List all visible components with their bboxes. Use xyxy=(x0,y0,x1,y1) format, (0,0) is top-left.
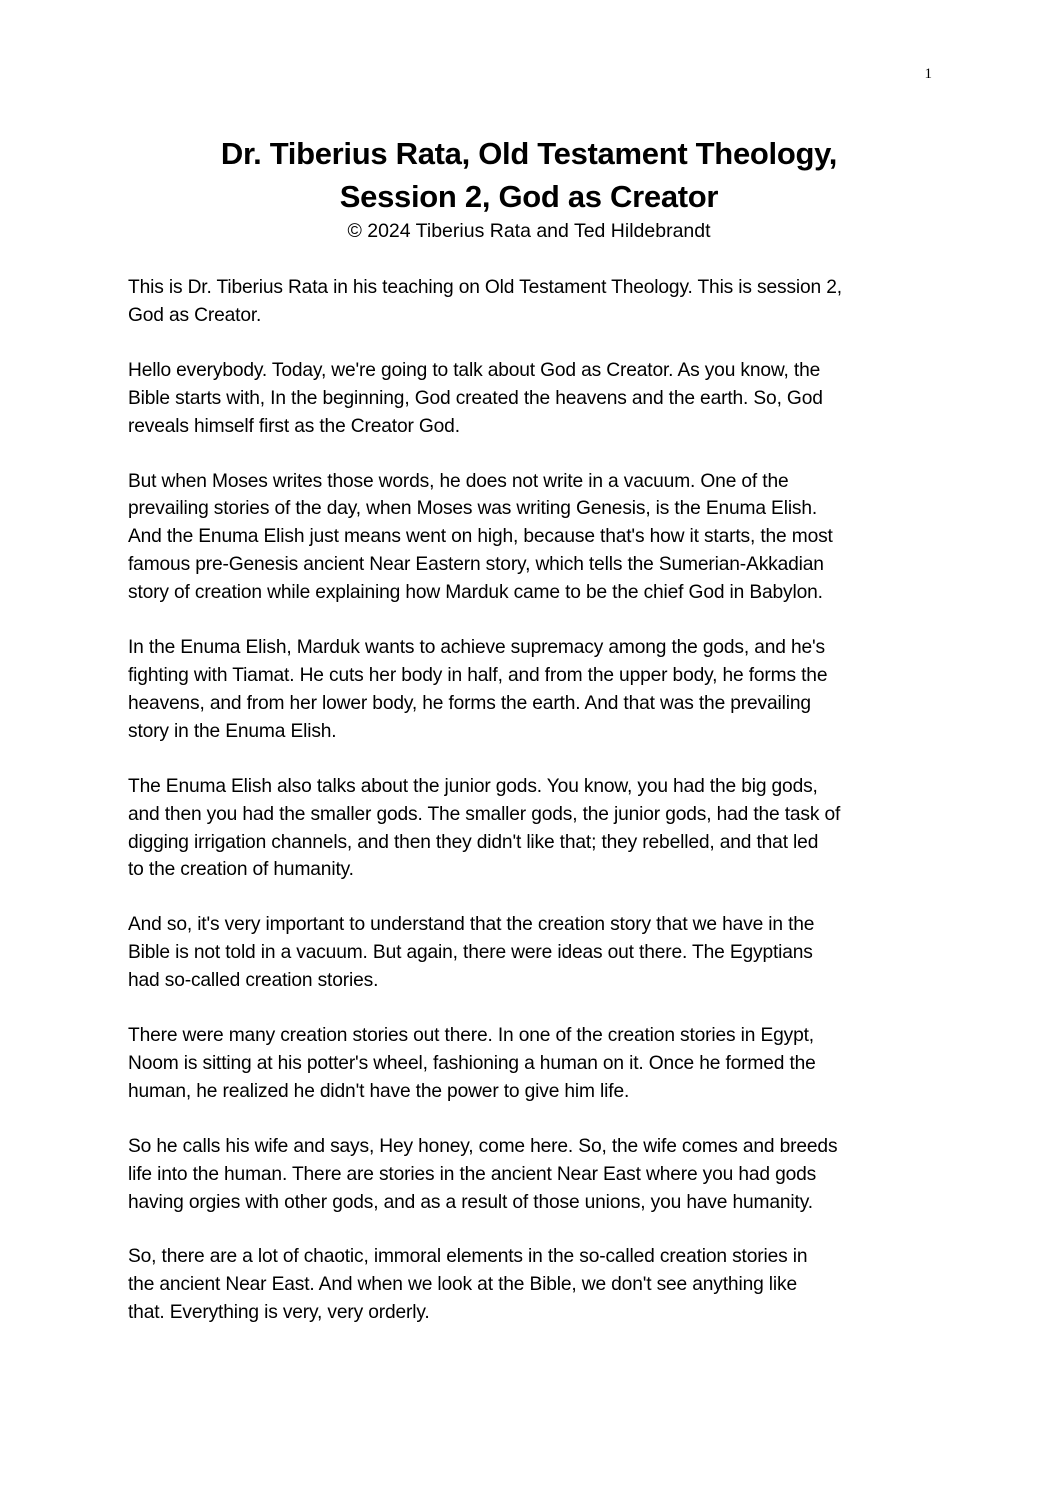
paragraph xyxy=(128,468,940,608)
paragraph-intro xyxy=(128,274,940,330)
text-line: that. Everything is very, very orderly. xyxy=(128,1302,430,1324)
text-line: In the Enuma Elish, Marduk wants to achieve supremacy among the gods, and he's xyxy=(128,637,825,659)
paragraph xyxy=(128,773,940,885)
text-line: fighting with Tiamat. He cuts her body in half, and from the upper body, he forms the xyxy=(128,664,828,686)
text-line: the ancient Near East. And when we look at the Bible, we don't see anything like xyxy=(128,1274,797,1296)
text-line: There were many creation stories out there. In one of the creation stories in Egypt, xyxy=(128,1025,814,1047)
text-line: Noom is sitting at his potter's wheel, fashioning a human on it. Once he formed the xyxy=(128,1052,816,1074)
text-line: story of creation while explaining how Marduk came to be the chief God in Babylon. xyxy=(128,582,823,604)
text-line: reveals himself first as the Creator God. xyxy=(128,415,460,437)
title-block xyxy=(0,132,1058,244)
text-line: This is Dr. Tiberius Rata in his teaching on Old Testament Theology. This is session 2, xyxy=(128,277,842,298)
text-line: Hello everybody. Today, we're going to talk about God as Creator. As you know, the xyxy=(128,359,821,381)
body-text xyxy=(128,274,940,1354)
paragraph xyxy=(128,1133,940,1217)
text-line: story in the Enuma Elish. xyxy=(128,720,337,742)
text-line: Bible is not told in a vacuum. But again, there were ideas out there. The Egyptians xyxy=(128,942,813,964)
page-number: 1 xyxy=(924,66,932,82)
text-line: and then you had the smaller gods. The smaller gods, the junior gods, had the task of xyxy=(128,803,841,825)
text-line: heavens, and from her lower body, he forms the earth. And that was the prevailing xyxy=(128,692,811,714)
text-line: famous pre-Genesis ancient Near Eastern story, which tells the Sumerian-Akkadian xyxy=(128,554,824,576)
paragraph xyxy=(128,634,940,746)
text-line: The Enuma Elish also talks about the junior gods. You know, you had the big gods, xyxy=(128,775,818,797)
document-title-line-1: Dr. Tiberius Rata, Old Testament Theology, xyxy=(220,136,838,171)
text-line: digging irrigation channels, and then they didn't like that; they rebelled, and that led xyxy=(128,831,819,853)
text-line: And so, it's very important to understand that the creation story that we have in the xyxy=(128,914,815,936)
text-line: human, he realized he didn't have the power to give him life. xyxy=(128,1080,630,1102)
text-line: So, there are a lot of chaotic, immoral elements in the so-called creation stories in xyxy=(128,1246,808,1268)
text-line: God as Creator. xyxy=(128,304,262,326)
text-line: life into the human. There are stories in the ancient Near East where you had gods xyxy=(128,1163,817,1185)
text-line: So he calls his wife and says, Hey honey, come here. So, the wife comes and breeds xyxy=(128,1135,838,1157)
text-line: But when Moses writes those words, he does not write in a vacuum. One of the xyxy=(128,470,789,492)
text-line: Bible starts with, In the beginning, God created the heavens and the earth. So, God xyxy=(128,387,823,409)
text-line: having orgies with other gods, and as a result of those unions, you have humanity. xyxy=(128,1191,813,1213)
copyright-notice: © 2024 Tiberius Rata and Ted Hildebrandt xyxy=(347,220,711,242)
text-line: prevailing stories of the day, when Moses was writing Genesis, is the Enuma Elish. xyxy=(128,498,818,520)
text-line: to the creation of humanity. xyxy=(128,859,354,881)
paragraph xyxy=(128,911,940,995)
text-line: And the Enuma Elish just means went on high, because that's how it starts, the most xyxy=(128,526,833,548)
document-title-line-2: Session 2, God as Creator xyxy=(339,179,719,214)
paragraph xyxy=(128,1243,940,1327)
text-line: had so-called creation stories. xyxy=(128,970,379,992)
paragraph xyxy=(128,1022,940,1106)
paragraph xyxy=(128,357,940,441)
